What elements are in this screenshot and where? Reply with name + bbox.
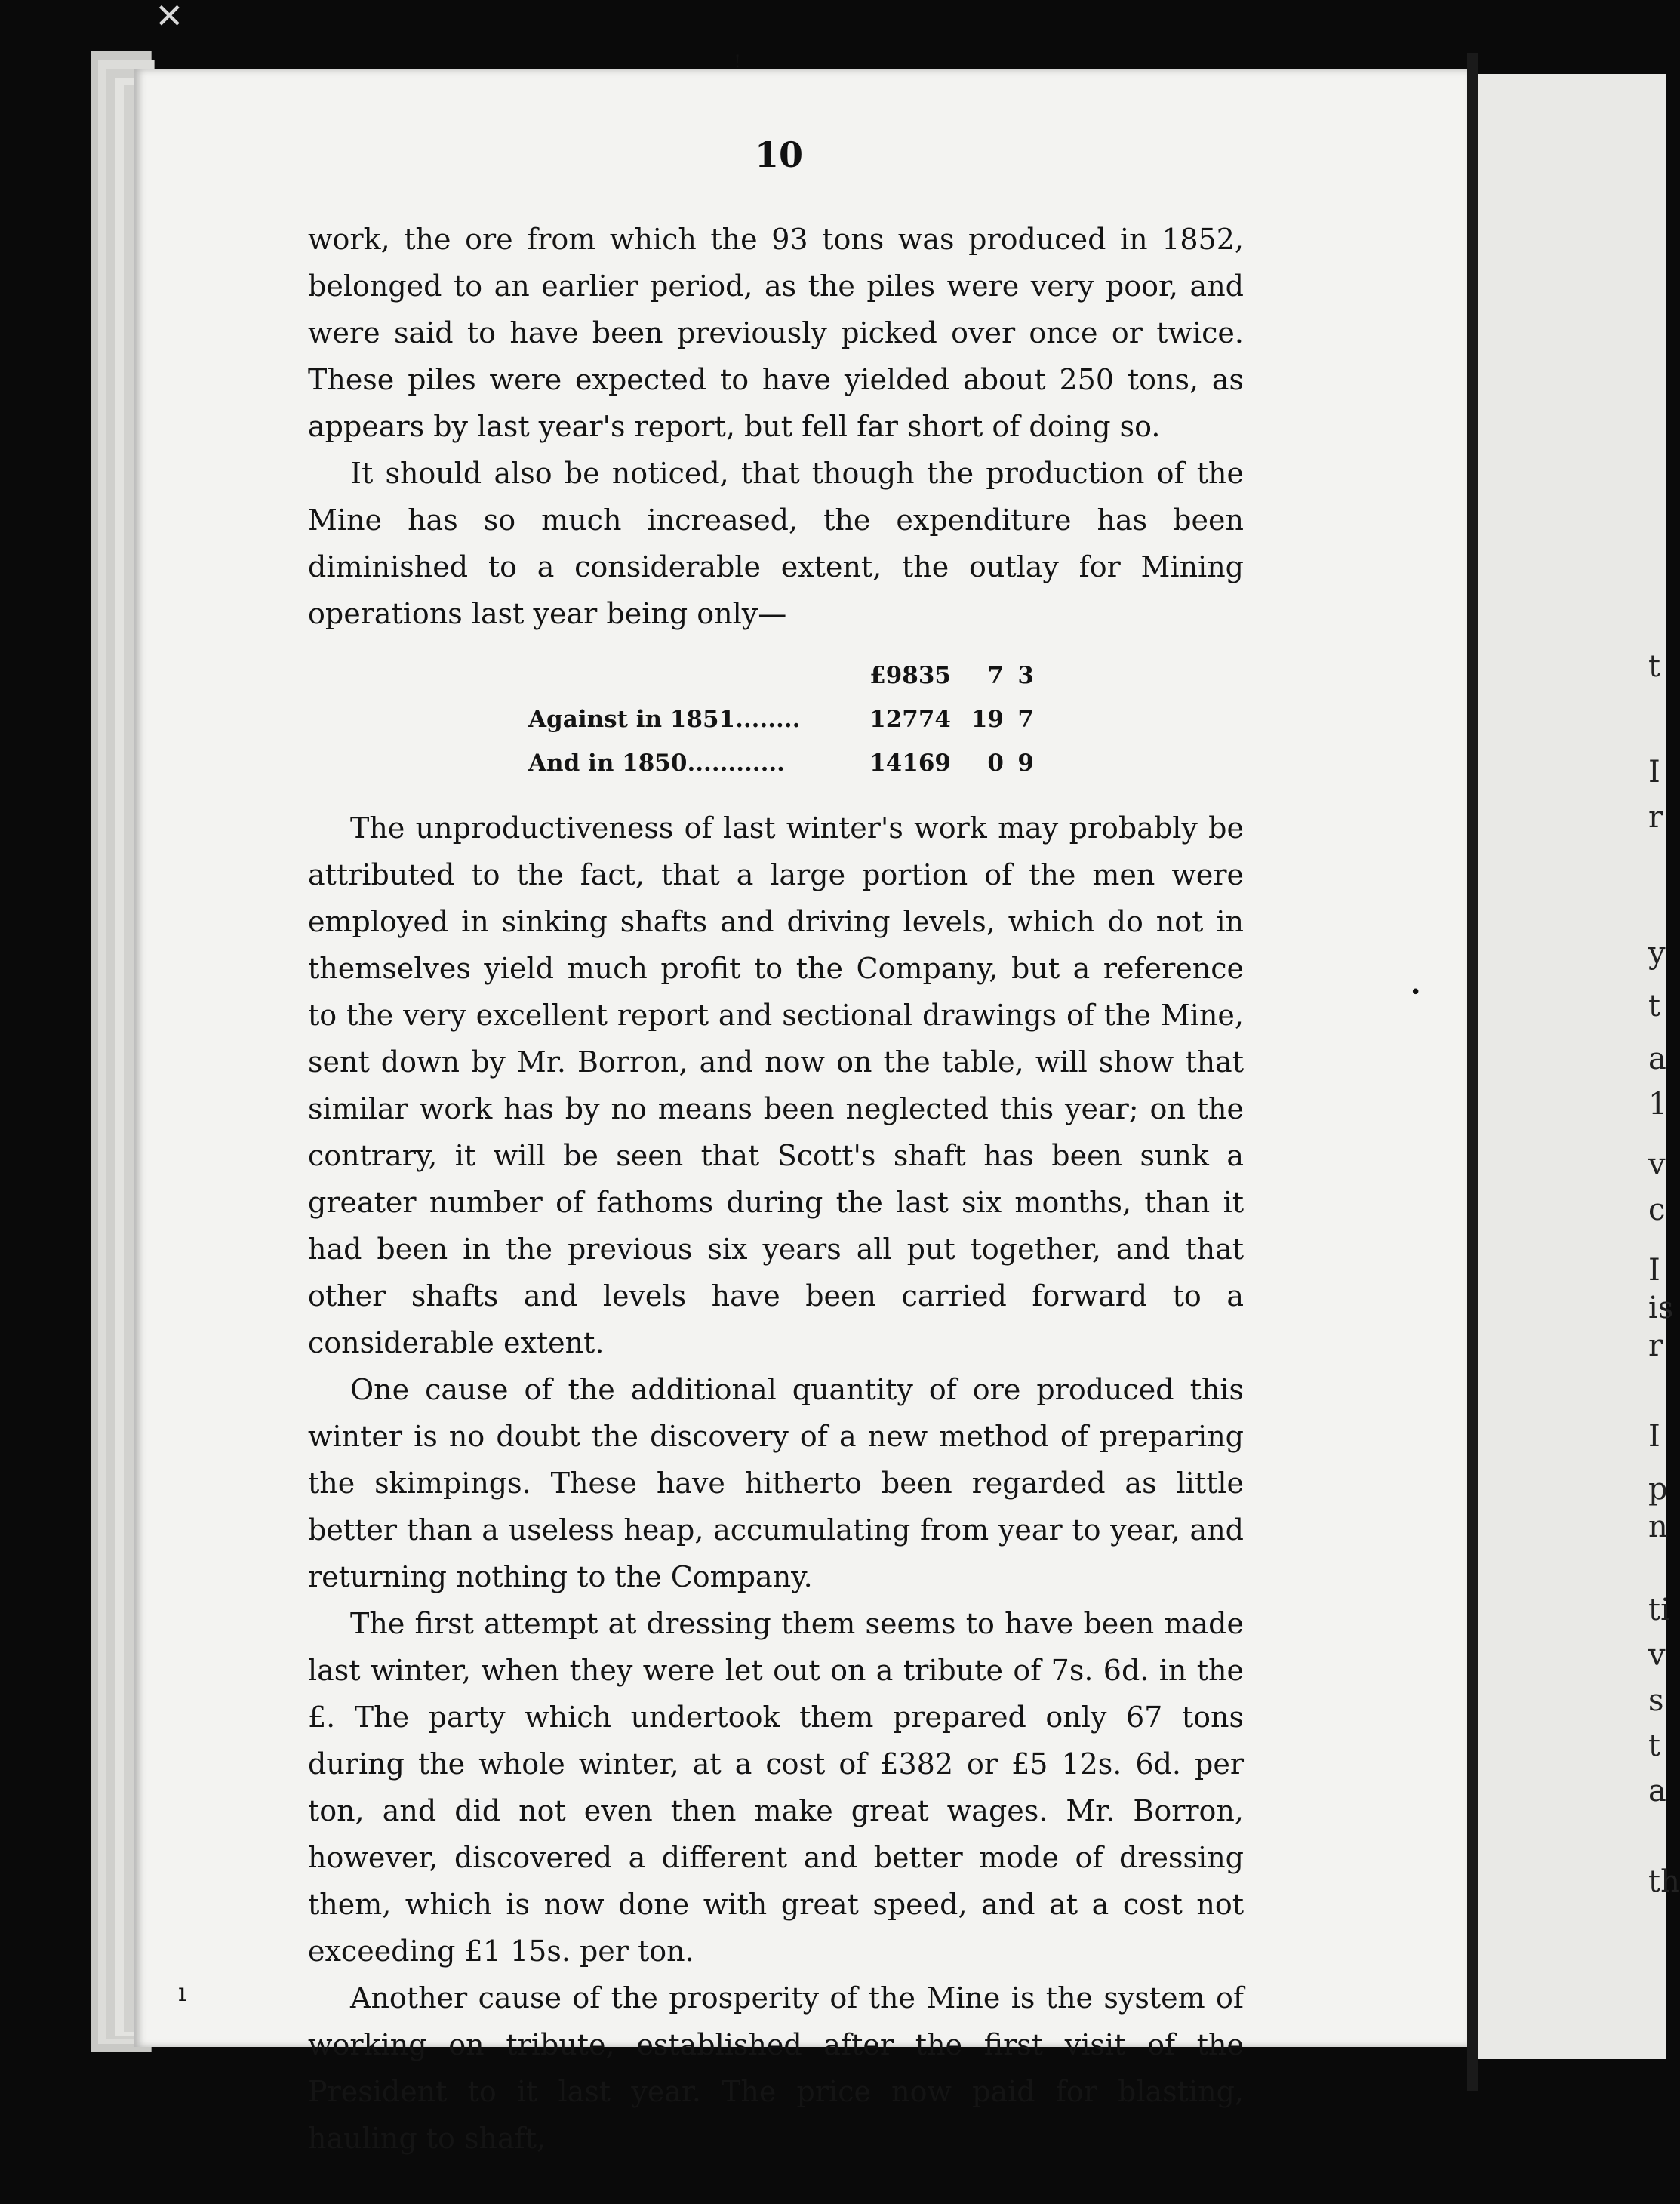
facing-page-letter: c	[1648, 1193, 1666, 1227]
facing-page-letter: r	[1648, 1328, 1663, 1363]
paragraph: The unproductiveness of last winter's work may probably be attributed to the fact, that a large portion of the men were employed in sinking shafts and driving levels, which do not in themselves yield much profit to the Company, but a reference to the very excellent report and sectional drawings of the Mine, sent down by Mr. Borron, and now on the table, will show that similar work has by no means been neglected this year; on the contrary, it will be seen that Scott's shaft has been sunk a greater number of fathoms during the last six months, than it had been in the previous six years all put together, and that other shafts and levels have been carried forward to a considerable extent.	[308, 811, 1244, 1359]
facing-page-letter: a	[1648, 1774, 1666, 1808]
facing-page-letter: n	[1648, 1510, 1668, 1544]
expense-table	[308, 652, 1244, 785]
facing-page-letter: v	[1648, 1638, 1666, 1673]
facing-page-letter: t	[1648, 1728, 1661, 1763]
paragraph: The first attempt at dressing them seems to have been made last winter, when they were let out on a tribute of 7s. 6d. in the £. The party which undertook them prepared only 67 tons during the whole winter, at a cost of £382 or £5 12s. 6d. per ton, and did not even then make great wages. Mr. Borron, however, discovered a different and better mode of dressing them, which is now done with great speed, and at a cost not exceeding £1 15s. per ton.	[308, 1607, 1244, 1968]
facing-page-letter: v	[1648, 1147, 1666, 1182]
expense-shillings: 0	[987, 750, 1004, 777]
expense-shillings: 19	[971, 706, 1004, 733]
book-spine	[1467, 53, 1478, 2091]
paragraph: Another cause of the prosperity of the Mine is the system of working on tribute, established after the first visit of the President to it last year. The price now paid for blasting, hauling to shaft,	[308, 1981, 1244, 2155]
scan-mark-x: ✕	[155, 0, 184, 36]
facing-page	[1478, 74, 1680, 2059]
body-text	[308, 216, 1244, 2162]
facing-page-letter: 1	[1648, 1087, 1668, 1122]
expense-shillings: 7	[987, 662, 1004, 689]
expense-pence: 3	[1017, 662, 1034, 689]
facing-page-letter: th	[1648, 1864, 1680, 1899]
expense-label: And in 1850............	[528, 750, 785, 777]
facing-page-letter: I	[1648, 1253, 1660, 1288]
expense-pounds: £9835	[869, 662, 951, 689]
expense-pounds: 14169	[869, 750, 951, 777]
facing-page-letter: I	[1648, 755, 1660, 790]
expense-pounds: 12774	[869, 706, 951, 733]
paragraph: work, the ore from which the 93 tons was produced in 1852, belonged to an earlier period, as the piles were very poor, and were said to have been previously picked over once or twice. These piles were expected to have yielded about 250 tons, as appears by last year's report, but fell far short of doing so.	[308, 223, 1244, 443]
facing-page-letter: a	[1648, 1042, 1666, 1076]
facing-page-letter: r	[1648, 800, 1663, 835]
expense-row	[308, 696, 1244, 738]
facing-page-letter: ti	[1648, 1593, 1670, 1627]
facing-page-letter: s	[1648, 1683, 1664, 1718]
ink-dot: •	[1410, 981, 1422, 1004]
paragraph: It should also be noticed, that though the production of the Mine has so much increased, the expenditure has been diminished to a considerable extent, the outlay for Mining operations last year being only—	[308, 457, 1244, 630]
facing-page-letter: t	[1648, 649, 1661, 684]
facing-page-letter: t	[1648, 989, 1661, 1024]
facing-page-letter: y	[1648, 936, 1666, 971]
expense-row	[308, 652, 1244, 694]
facing-page-letter: p	[1648, 1472, 1668, 1507]
ink-speck: ꜝ	[734, 50, 742, 85]
facing-page-letter: I	[1648, 1419, 1660, 1454]
facing-page-letter: is	[1648, 1291, 1674, 1325]
expense-pence: 7	[1017, 706, 1034, 733]
expense-row	[308, 740, 1244, 782]
ink-tick: ı	[178, 1978, 186, 2008]
page-number: 10	[755, 134, 804, 175]
expense-pence: 9	[1017, 750, 1034, 777]
expense-label: Against in 1851........	[528, 706, 801, 733]
paragraph: One cause of the additional quantity of ore produced this winter is no doubt the discovery of a new method of preparing the skimpings. These have hitherto been regarded as little better than a useless heap, accumulating from year to year, and returning nothing to the Company.	[308, 1373, 1244, 1593]
